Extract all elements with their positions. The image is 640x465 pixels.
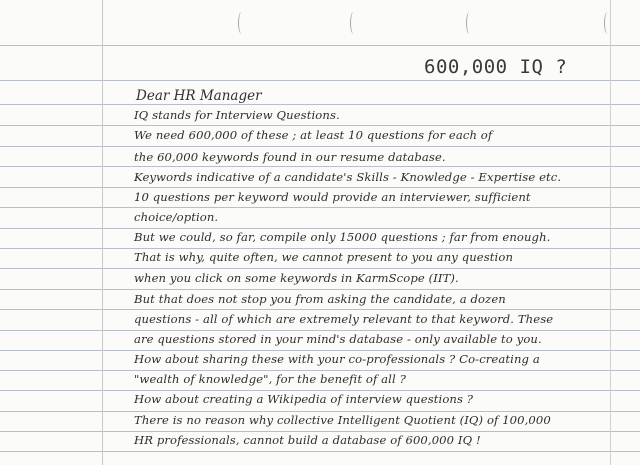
rule-line	[0, 289, 640, 290]
body-line: Keywords indicative of a candidate's Skills - Knowledge - Expertise etc.	[134, 170, 562, 184]
body-line: There is no reason why collective Intelligent Quotient (IQ) of 100,000	[134, 413, 551, 427]
rule-line	[0, 228, 640, 229]
rule-line	[0, 350, 640, 351]
rule-line	[0, 330, 640, 331]
body-line: when you click on some keywords in KarmScope (IIT).	[134, 271, 459, 285]
binder-ring-mark	[238, 12, 245, 34]
binder-ring-mark	[350, 12, 357, 34]
page-title: 600,000 IQ ?	[424, 56, 568, 78]
body-line: IQ stands for Interview Questions.	[134, 108, 340, 122]
rule-line	[0, 187, 640, 188]
body-line: HR professionals, cannot build a database of 600,000 IQ !	[134, 433, 481, 447]
binder-ring-mark	[466, 12, 473, 34]
rule-line	[0, 390, 640, 391]
salutation: Dear HR Manager	[136, 88, 262, 104]
body-line: the 60,000 keywords found in our resume database.	[134, 150, 446, 164]
body-line: That is why, quite often, we cannot present to you any question	[134, 250, 514, 264]
rule-line	[0, 104, 640, 105]
rule-line	[0, 125, 640, 126]
body-line: How about sharing these with your co-professionals ? Co-creating a	[134, 352, 540, 366]
right-margin-line	[610, 0, 611, 465]
body-line: are questions stored in your mind's database - only available to you.	[134, 332, 542, 346]
body-line: But we could, so far, compile only 15000 questions ; far from enough.	[134, 230, 551, 244]
rule-line	[0, 268, 640, 269]
rule-line	[0, 431, 640, 432]
rule-line	[0, 207, 640, 208]
rule-line	[0, 166, 640, 167]
body-line: How about creating a Wikipedia of interview questions ?	[134, 392, 474, 406]
rule-line	[0, 146, 640, 147]
body-line: choice/option.	[134, 210, 219, 224]
body-line: "wealth of knowledge", for the benefit of all ?	[134, 372, 406, 386]
rule-line	[0, 80, 640, 81]
rule-line	[0, 45, 640, 46]
rule-line	[0, 248, 640, 249]
left-margin-line	[102, 0, 103, 465]
binder-ring-mark	[604, 12, 611, 34]
rule-line	[0, 411, 640, 412]
rule-line	[0, 309, 640, 310]
rule-line	[0, 370, 640, 371]
body-line: 10 questions per keyword would provide an interviewer, sufficient	[134, 190, 531, 204]
rule-line	[0, 451, 640, 452]
body-line: questions - all of which are extremely relevant to that keyword. These	[134, 312, 554, 326]
body-line: We need 600,000 of these ; at least 10 questions for each of	[134, 128, 493, 142]
body-line: But that does not stop you from asking the candidate, a dozen	[134, 292, 506, 306]
